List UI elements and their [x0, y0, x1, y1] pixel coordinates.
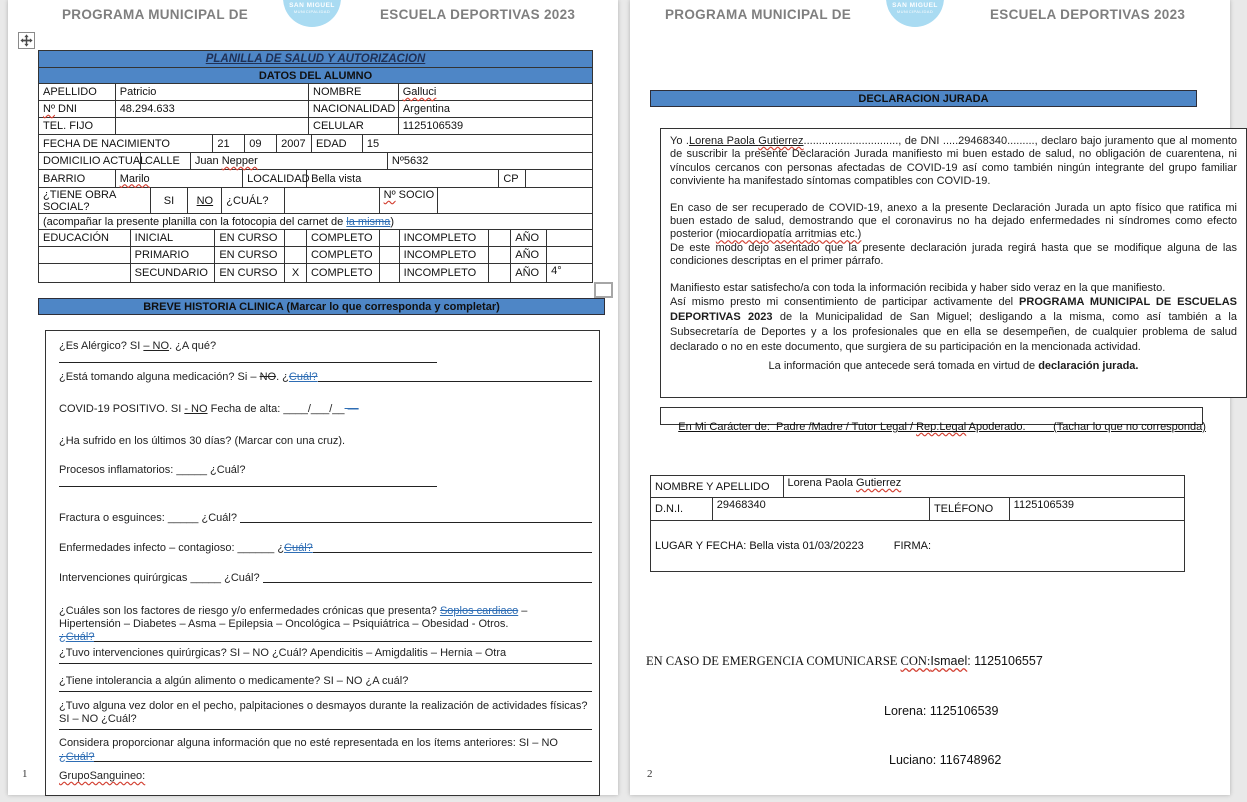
table-row — [39, 170, 592, 188]
answer-line[interactable] — [313, 552, 592, 553]
table-row — [39, 214, 592, 230]
localidad-label: LOCALIDAD — [243, 170, 307, 187]
question-text: ¿Es Alérgico? SI — [59, 340, 144, 352]
contacto-2: Lorena: 1125106539 — [884, 703, 999, 718]
answer-line[interactable] — [59, 663, 592, 664]
question-text: Cuál? — [65, 751, 95, 763]
question-text: — — [344, 403, 359, 415]
completo-checkbox[interactable] — [380, 230, 400, 246]
obra-social-cual-value[interactable] — [285, 188, 380, 213]
declaracion-paragraph-6 — [670, 360, 1237, 373]
nro-socio-value[interactable] — [438, 188, 592, 213]
question-considera-cual — [59, 751, 592, 764]
calle-value[interactable] — [191, 153, 388, 169]
question-text: Considera proporcionar alguna información que no esté representada en los ítems anteriores: SI – NO — [59, 737, 558, 749]
en-curso-label: EN CURSO — [215, 247, 285, 263]
dni-value[interactable]: 29468340 — [713, 498, 930, 520]
move-arrows-icon — [20, 34, 33, 47]
anio-value[interactable]: 4° — [551, 265, 562, 277]
decl-text: Así mismo presto mi consentimiento de participar activamente del — [670, 296, 1020, 309]
question-text: Intervenciones quirúrgicas _____ ¿Cuál? — [59, 572, 263, 584]
question-text: ¿Ha sufrido en los últimos 30 días? (Marcar con una cruz). — [59, 435, 346, 447]
question-sufrido-30-dias — [59, 435, 592, 448]
question-text: ¿Tiene intolerancia a algún alimento o medicamente? SI – NO ¿A cuál? — [59, 675, 409, 687]
declaracion-text-box — [660, 128, 1247, 398]
firma-label: FIRMA: — [893, 540, 931, 552]
celular-label: CELULAR — [309, 118, 399, 134]
decl-text: En caso de ser recuperado de COVID-19, anexo a la presente Declaración Jurada un apto físico que ratifica mi buen estado de salud, demostrando que el coronavirus no ha dejado enfermedades ni síndromes como efecto posterior — [670, 201, 1237, 241]
answer-line[interactable] — [59, 486, 437, 487]
question-intolerancia — [59, 675, 592, 692]
cp-label: CP — [499, 170, 526, 187]
tel-fijo-label: TEL. FIJO — [39, 118, 116, 134]
incompleto-label: INCOMPLETO — [400, 230, 490, 246]
en-curso-checkbox[interactable] — [285, 247, 307, 263]
emergencia-line-1 — [646, 653, 1043, 670]
no-text: NO — [196, 194, 214, 207]
question-text: Enfermedades infecto – contagioso: ______ ¿ — [59, 542, 285, 554]
question-text: - NO — [184, 403, 208, 415]
page-number-2: 2 — [647, 768, 653, 780]
table-move-handle-icon[interactable] — [18, 32, 35, 49]
declaracion-jurada-title: DECLARACION JURADA — [858, 92, 989, 105]
question-text: Cuál? — [288, 371, 318, 383]
numero-value[interactable]: Nº5632 — [391, 155, 429, 167]
answer-line[interactable] — [94, 761, 592, 762]
celular-value[interactable]: 1125106539 — [402, 120, 464, 132]
nota-carnet-deleted-text: la misma — [346, 215, 391, 228]
question-considera-informacion — [59, 737, 592, 750]
question-text: Fecha de alta: ____/___/__ — [207, 403, 345, 415]
declaracion-paragraph-2 — [670, 202, 1237, 242]
san-miguel-logo — [283, 0, 341, 27]
student-data-table — [38, 50, 593, 283]
caracter-text-misspelled: Rep.Legal — [916, 421, 967, 433]
decl-bold-text: declaración jurada. — [1038, 360, 1139, 373]
nombre-apellido-value[interactable] — [784, 476, 1184, 497]
cp-value[interactable] — [526, 170, 592, 187]
contacto-1-nombre: Ismael — [930, 654, 968, 668]
nivel-primario-label: PRIMARIO — [131, 247, 216, 263]
dni-label-no: Nº — [43, 103, 55, 115]
educacion-label-empty — [39, 247, 131, 263]
tel-fijo-value[interactable] — [116, 118, 309, 134]
completo-checkbox[interactable] — [380, 264, 400, 282]
en-curso-label: EN CURSO — [215, 264, 285, 282]
question-text: GrupoSanguineo: — [59, 770, 146, 782]
dni-label: D.N.I. — [651, 498, 713, 520]
educacion-row-secundario — [39, 264, 592, 282]
nota-carnet-text-end: ) — [390, 215, 394, 228]
firma-nombre-misspelled: Gutierrez — [856, 477, 902, 489]
incompleto-label: INCOMPLETO — [400, 247, 490, 263]
table-row — [39, 188, 592, 214]
calle-text: Juan — [194, 155, 222, 167]
nombre-value[interactable] — [399, 84, 592, 100]
caracter-text-end: Apoderado. (Tachar lo que no corresponda) — [966, 421, 1206, 433]
header-right-title: ESCUELA DEPORTIVAS 2023 — [380, 7, 576, 22]
educacion-label-empty — [39, 264, 131, 282]
declaracion-paragraph-3: De este modo dejo asentado que la presente declaración jurada regirá hasta que se modifique alguna de las condiciones descriptas en el primer párrafo. — [670, 241, 1237, 268]
contacto-1-telefono: : 1125106557 — [967, 654, 1043, 668]
question-text: COVID-19 POSITIVO. SI — [59, 403, 185, 415]
nacionalidad-value[interactable]: Argentina — [402, 103, 450, 115]
clinical-history-box — [45, 330, 600, 796]
question-grupo-sanguineo — [59, 770, 592, 783]
fecha-mes-value[interactable]: 09 — [245, 135, 277, 152]
page-number-1: 1 — [22, 768, 28, 780]
emergencia-line-3 — [889, 752, 1043, 769]
completo-label: COMPLETO — [307, 264, 380, 282]
document-page-1 — [8, 0, 618, 795]
nombre-apellido-label: NOMBRE Y APELLIDO — [651, 476, 784, 497]
question-text: ¿Está tomando alguna medicación? Si – — [59, 371, 260, 383]
emergencia-block — [646, 620, 1043, 802]
question-factores-riesgo — [59, 605, 592, 631]
calle-label: CALLE — [141, 153, 191, 169]
table-row — [39, 118, 592, 135]
dni-label — [39, 101, 116, 117]
anio-value[interactable] — [547, 247, 592, 263]
answer-line[interactable] — [94, 641, 592, 642]
logo-text-line1: SAN MIGUEL — [892, 2, 938, 9]
edad-value[interactable]: 15 — [366, 137, 380, 150]
nivel-secundario-label: SECUNDARIO — [131, 264, 216, 282]
decl-text: La información que antecede será tomada en virtud de — [768, 360, 1039, 373]
question-text: – NO — [143, 340, 170, 352]
fecha-nacimiento-label: FECHA DE NACIMIENTO — [39, 135, 213, 152]
fecha-anio-value[interactable]: 2007 — [277, 135, 312, 152]
caracter-text: En Mi Carácter de: Padre /Madre / Tutor Legal / — [678, 421, 917, 433]
table-row — [651, 498, 1184, 521]
educacion-label: EDUCACIÓN — [39, 230, 131, 246]
incompleto-checkbox[interactable] — [489, 247, 511, 263]
obra-social-label: ¿TIENE OBRA SOCIAL? — [39, 188, 151, 213]
incompleto-checkbox[interactable] — [489, 230, 511, 246]
en-curso-label: EN CURSO — [215, 230, 285, 246]
nota-carnet-text: (acompañar la presente planilla con la fotocopia del carnet de — [43, 215, 347, 228]
datos-alumno-title: DATOS DEL ALUMNO — [258, 69, 373, 82]
logo-text-line1: SAN MIGUEL — [289, 2, 335, 9]
barrio-label: BARRIO — [39, 170, 116, 187]
anio-label: AÑO — [511, 247, 547, 263]
nivel-inicial-label: INICIAL — [131, 230, 216, 246]
fecha-dia-value[interactable]: 21 — [213, 135, 245, 152]
question-dolor-pecho — [59, 700, 592, 730]
question-tuvo-intervenciones — [59, 647, 592, 664]
calle-text-misspelled: Nepper — [221, 155, 258, 167]
decl-text: de la Municipalidad de San Miguel; desligando a la misma, como así también a la Subsecretaría de Deportes y a los profesionales que en ella se desempeñen, de cualquier problema de salud declarado o no en este documento, que surgiera de su participación en la mencionada actividad. — [670, 311, 1237, 354]
question-text: ¿ — [59, 631, 66, 643]
declarant-surname: Gutierrez — [758, 135, 804, 147]
domicilio-label: DOMICILIO ACTUAL — [39, 153, 141, 169]
table-title-cell — [39, 51, 592, 67]
declaracion-jurada-banner — [650, 90, 1197, 107]
question-factores-riesgo-cual — [59, 631, 592, 644]
lugar-fecha-value[interactable]: LUGAR Y FECHA: Bella vista 01/03/20223 — [655, 540, 864, 552]
socio-label-no: Nº — [383, 189, 396, 201]
telefono-label: TELÉFONO — [930, 498, 1010, 520]
question-text: . ¿A qué? — [169, 340, 217, 352]
question-text: Soplos cardiaco — [439, 605, 519, 617]
table-subtitle-banner — [39, 68, 592, 84]
question-text: . ¿ — [276, 371, 289, 383]
question-procesos-inflamatorios — [59, 464, 592, 487]
socio-label-rest: SOCIO — [395, 189, 435, 201]
planilla-title: PLANILLA DE SALUD Y AUTORIZACION — [205, 53, 426, 65]
dni-label-rest: DNI — [54, 103, 77, 115]
document-page-2 — [630, 0, 1238, 795]
table-row — [651, 476, 1184, 498]
anio-label: AÑO — [511, 264, 547, 282]
decl-text-misspelled: (miocardiopatía arritmias etc.) — [715, 228, 862, 241]
table-row — [39, 84, 592, 101]
apellido-value[interactable]: Patricio — [116, 84, 309, 100]
question-text: ¿Tuvo alguna vez dolor en el pecho, palpitaciones o desmayos durante la realización de actividades físicas? SI – NO ¿Cuál? — [59, 700, 591, 725]
header-left-title: PROGRAMA MUNICIPAL DE — [62, 7, 249, 22]
empty-checkbox-shape[interactable] — [594, 282, 613, 298]
en-curso-checkbox[interactable]: X — [285, 264, 307, 282]
declaracion-paragraph-1 — [670, 135, 1237, 189]
answer-line[interactable] — [263, 582, 592, 583]
question-text: Fractura o esguinces: _____ ¿Cuál? — [59, 512, 240, 524]
obra-social-si-option[interactable]: SI — [151, 188, 189, 213]
table-title-banner — [39, 51, 592, 68]
question-text: ¿Tuvo intervenciones quirúrgicas? SI – NO ¿Cuál? Apendicitis – Amigdalitis – Hernia – Otra — [59, 647, 507, 659]
breve-historia-banner — [38, 298, 605, 315]
programa-bold-text: PROGRAMA MUNICIPAL DE ESCUELAS DEPORTIVAS 2023 — [670, 296, 1238, 324]
anio-value[interactable] — [547, 230, 592, 246]
declaracion-paragraph-4: Manifiesto estar satisfecho/a con toda la información recibida y haber sido veraz en la que manifiesto. — [670, 281, 1166, 294]
nacionalidad-label: NACIONALIDAD — [309, 101, 399, 117]
barrio-text: Marilo — [119, 172, 150, 185]
table-subtitle-cell — [39, 68, 592, 83]
answer-line[interactable] — [59, 362, 437, 363]
answer-line[interactable] — [59, 691, 592, 692]
educacion-row-primario — [39, 247, 592, 264]
table-row — [39, 135, 592, 153]
question-intervenciones-quirurgicas — [59, 572, 592, 585]
completo-label: COMPLETO — [307, 230, 380, 246]
question-text: – Hipertensión – Diabetes – Asma – Epilepsia – Oncológica – Psiquiátrica – Obesidad - Otros. — [59, 605, 531, 630]
firma-table — [650, 475, 1185, 572]
logo-text-line2: MUNICIPALIDAD — [293, 9, 331, 14]
telefono-value[interactable]: 1125106539 — [1013, 499, 1075, 511]
table-row — [39, 153, 592, 170]
question-covid — [59, 403, 592, 416]
question-alergico — [59, 340, 592, 363]
decl-text: ..............................., de DNI .....29468340........., declaro bajo juramento que al momento de suscribir la presente Declaración Jurada manifiesto mi buen estado de salud, no obligación de cuarentena, ni vínculos cercanos con personas afectadas de COVID-19 así como también ningún integrante del grupo familiar conviviente ha manifestado síntomas compatibles con COVID-19. — [670, 135, 1237, 188]
answer-line[interactable] — [240, 522, 592, 523]
question-text: NO — [259, 371, 277, 383]
incompleto-checkbox[interactable] — [489, 264, 511, 282]
question-fractura-esguinces — [59, 512, 592, 525]
lugar-fecha-firma-cell — [651, 521, 1184, 571]
question-medicacion — [59, 371, 592, 384]
breve-historia-title: BREVE HISTORIA CLINICA (Marcar lo que corresponda y completar) — [143, 300, 500, 313]
incompleto-label: INCOMPLETO — [400, 264, 490, 282]
caracter-selector-box — [660, 407, 1206, 433]
dni-value[interactable]: 48.294.633 — [116, 101, 309, 117]
edad-label: EDAD — [312, 135, 363, 152]
declarant-name: Lorena Paola — [688, 135, 759, 147]
header-right-title: ESCUELA DEPORTIVAS 2023 — [990, 7, 1186, 22]
table-row — [651, 521, 1184, 571]
firma-nombre-text: Lorena Paola — [787, 477, 857, 489]
educacion-row-inicial — [39, 230, 592, 247]
question-infecto-contagioso — [59, 542, 592, 555]
decl-text: Yo . — [670, 135, 689, 147]
barrio-value[interactable] — [116, 170, 243, 187]
obra-social-cual-label: ¿CUÁL? — [222, 188, 285, 213]
emergencia-label: EN CASO DE EMERGENCIA COMUNICARSE — [646, 654, 901, 668]
nro-socio-label — [380, 188, 438, 213]
obra-social-no-option[interactable] — [188, 188, 222, 213]
declaracion-paragraph-5 — [670, 295, 1237, 355]
question-text: Cuál? — [284, 542, 313, 554]
anio-label: AÑO — [511, 230, 547, 246]
en-curso-checkbox[interactable] — [285, 230, 307, 246]
localidad-value[interactable]: Bella vista — [307, 170, 499, 187]
completo-checkbox[interactable] — [380, 247, 400, 263]
logo-text-line2: MUNICIPALIDAD — [896, 9, 934, 14]
answer-line[interactable] — [318, 381, 592, 382]
nombre-label: NOMBRE — [309, 84, 399, 100]
emergencia-line-2 — [884, 703, 1043, 720]
completo-label: COMPLETO — [307, 247, 380, 263]
answer-line[interactable] — [59, 729, 592, 730]
emergencia-label-con: CON: — [900, 654, 931, 668]
question-text: ¿Cuáles son los factores de riesgo y/o enfermedades crónicas que presenta? — [59, 605, 440, 617]
question-text: Procesos inflamatorios: _____ ¿Cuál? — [59, 464, 246, 476]
nota-carnet — [39, 214, 592, 229]
question-text: ¿ — [59, 751, 66, 763]
nombre-text: Galluci — [402, 86, 437, 98]
contacto-3: Luciano: 116748962 — [889, 753, 1002, 767]
header-left-title: PROGRAMA MUNICIPAL DE — [665, 7, 852, 22]
san-miguel-logo — [886, 0, 944, 27]
table-row — [39, 101, 592, 118]
question-text: Cuál? — [65, 631, 95, 643]
apellido-label: APELLIDO — [39, 84, 116, 100]
